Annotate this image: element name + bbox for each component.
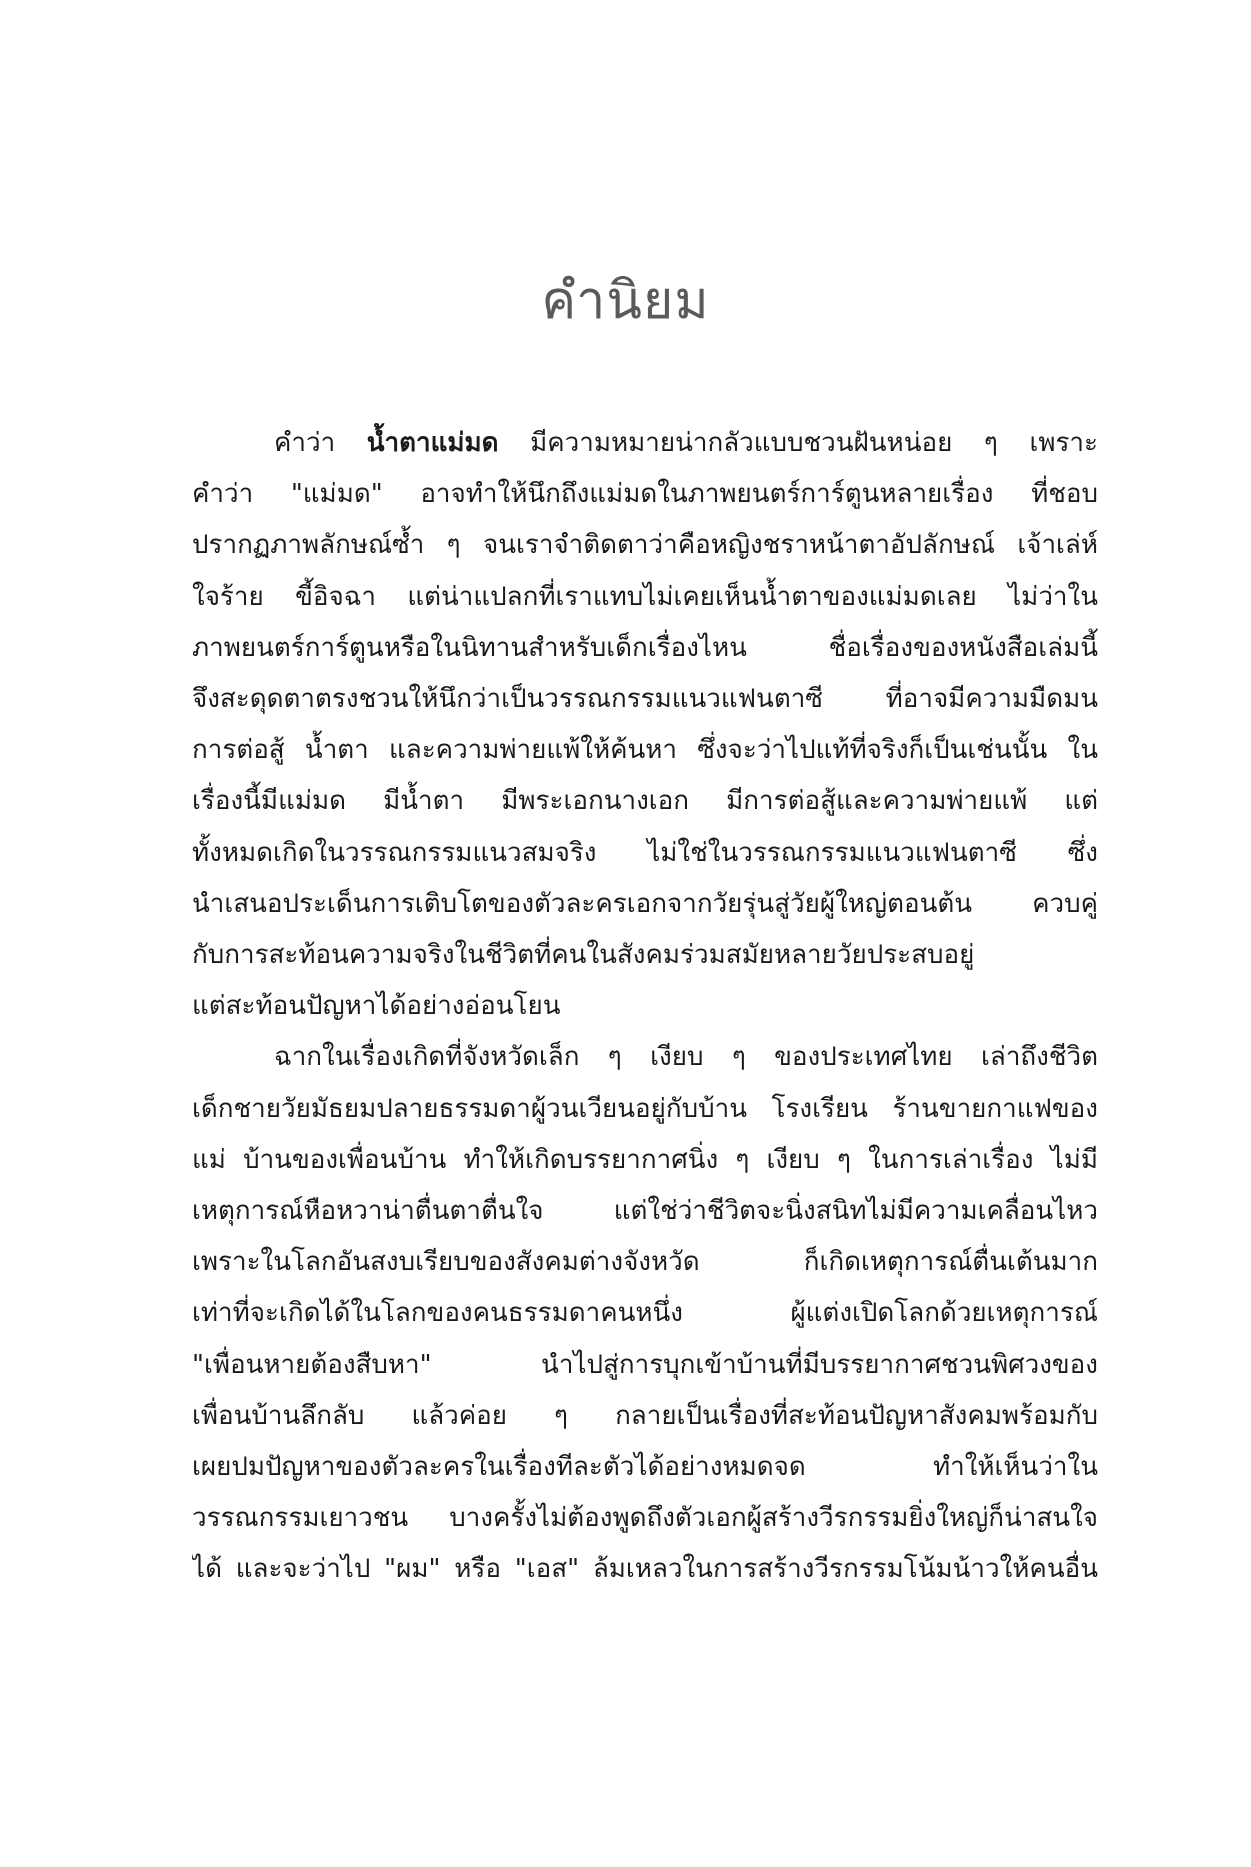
text-segment: เท่าที่จะเกิดได้ในโลกของคนธรรมดาคนหนึ่ง ผู้แต่งเปิดโลกด้วยเหตุการณ์ (192, 1298, 1098, 1329)
text-segment: เหตุการณ์หือหวาน่าตื่นตาตื่นใจ แต่ใช่ว่าชีวิตจะนิ่งสนิทไม่มีความเคลื่อนไหว (192, 1196, 1098, 1227)
text-segment: เรื่องนี้มีแม่มด มีน้ำตา มีพระเอกนางเอก มีการต่อสู้และความพ่ายแพ้ แต่ (192, 786, 1098, 817)
text-segment: นำเสนอประเด็นการเติบโตของตัวละครเอกจากวัยรุ่นสู่วัยผู้ใหญ่ตอนต้น ควบคู่ (192, 888, 1098, 919)
text-line (192, 1084, 1098, 1135)
text-segment: วรรณกรรมเยาวชน บางครั้งไม่ต้องพูดถึงตัวเอกผู้สร้างวีรกรรมยิ่งใหญ่ก็น่าสนใจ (192, 1503, 1098, 1534)
text-segment: ใจร้าย ขี้อิจฉา แต่น่าแปลกที่เราแทบไม่เคยเห็นน้ำตาของแม่มดเลย ไม่ว่าใน (192, 581, 1098, 612)
text-line (192, 1135, 1098, 1186)
text-line (192, 469, 1098, 520)
text-segment: ปรากฏภาพลักษณ์ซ้ำ ๆ จนเราจำติดตาว่าคือหญิงชราหน้าตาอัปลักษณ์ เจ้าเล่ห์ (192, 530, 1098, 561)
text-segment: คำว่า (274, 428, 367, 458)
text-line (192, 981, 1098, 1032)
text-segment: ฉากในเรื่องเกิดที่จังหวัดเล็ก ๆ เงียบ ๆ ของประเทศไทย เล่าถึงชีวิต (274, 1042, 1098, 1073)
bold-book-title: น้ำตาแม่มด (366, 428, 499, 458)
text-segment: เพื่อนบ้านลึกลับ แล้วค่อย ๆ กลายเป็นเรื่องที่สะท้อนปัญหาสังคมพร้อมกับ (192, 1400, 1098, 1431)
text-line (192, 1032, 1098, 1083)
text-line (192, 1237, 1098, 1288)
text-line (192, 879, 1098, 930)
text-segment: เผยปมปัญหาของตัวละครในเรื่องทีละตัวได้อย่างหมดจด ทำให้เห็นว่าใน (192, 1452, 1098, 1483)
text-line (192, 1340, 1098, 1391)
text-line (192, 1186, 1098, 1237)
text-line (192, 828, 1098, 879)
paragraph (192, 1032, 1098, 1595)
text-segment: เพราะในโลกอันสงบเรียบของสังคมต่างจังหวัด ก็เกิดเหตุการณ์ตื่นเต้นมาก (192, 1247, 1098, 1278)
text-segment: แต่สะท้อนปัญหาได้อย่างอ่อนโยน (192, 991, 561, 1022)
text-line (192, 1288, 1098, 1339)
text-line (192, 418, 1098, 469)
paragraph (192, 418, 1098, 1032)
text-line (192, 930, 1098, 981)
text-segment: มีความหมายน่ากลัวแบบชวนฝันหน่อย ๆ เพราะ (498, 428, 1098, 458)
text-line (192, 572, 1098, 623)
text-line (192, 520, 1098, 571)
text-segment: เด็กชายวัยมัธยมปลายธรรมดาผู้วนเวียนอยู่กับบ้าน โรงเรียน ร้านขายกาแฟของ (192, 1093, 1098, 1124)
text-segment: คำว่า "แม่มด" อาจทำให้นึกถึงแม่มดในภาพยนตร์การ์ตูนหลายเรื่อง ที่ชอบ (192, 479, 1098, 510)
text-segment: แม่ บ้านของเพื่อนบ้าน ทำให้เกิดบรรยากาศนิ่ง ๆ เงียบ ๆ ในการเล่าเรื่อง ไม่มี (192, 1144, 1098, 1175)
text-segment: การต่อสู้ น้ำตา และความพ่ายแพ้ให้ค้นหา ซึ่งจะว่าไปแท้ที่จริงก็เป็นเช่นนั้น ใน (192, 735, 1098, 766)
text-line (192, 725, 1098, 776)
text-segment: "เพื่อนหายต้องสืบหา" นำไปสู่การบุกเข้าบ้านที่มีบรรยากาศชวนพิศวงของ (192, 1349, 1098, 1380)
text-segment: ได้ และจะว่าไป "ผม" หรือ "เอส" ล้มเหลวในการสร้างวีรกรรมโน้มน้าวให้คนอื่น (192, 1554, 1098, 1585)
text-line (192, 674, 1098, 725)
text-line (192, 776, 1098, 827)
text-segment: จึงสะดุดตาตรงชวนให้นึกว่าเป็นวรรณกรรมแนวแฟนตาซี ที่อาจมีความมืดมน (192, 684, 1098, 715)
text-segment: ภาพยนตร์การ์ตูนหรือในนิทานสำหรับเด็กเรื่องไหน ชื่อเรื่องของหนังสือเล่มนี้ (192, 632, 1098, 663)
page-title: คำนิยม (541, 271, 710, 331)
text-line (192, 1391, 1098, 1442)
body-text (192, 418, 1098, 1596)
text-segment: ทั้งหมดเกิดในวรรณกรรมแนวสมจริง ไม่ใช่ในวรรณกรรมแนวแฟนตาซี ซึ่ง (192, 837, 1098, 868)
text-line (192, 623, 1098, 674)
text-line (192, 1544, 1098, 1595)
text-segment: กับการสะท้อนความจริงในชีวิตที่คนในสังคมร่วมสมัยหลายวัยประสบอยู่ (192, 940, 975, 971)
text-line (192, 1493, 1098, 1544)
text-line (192, 1442, 1098, 1493)
